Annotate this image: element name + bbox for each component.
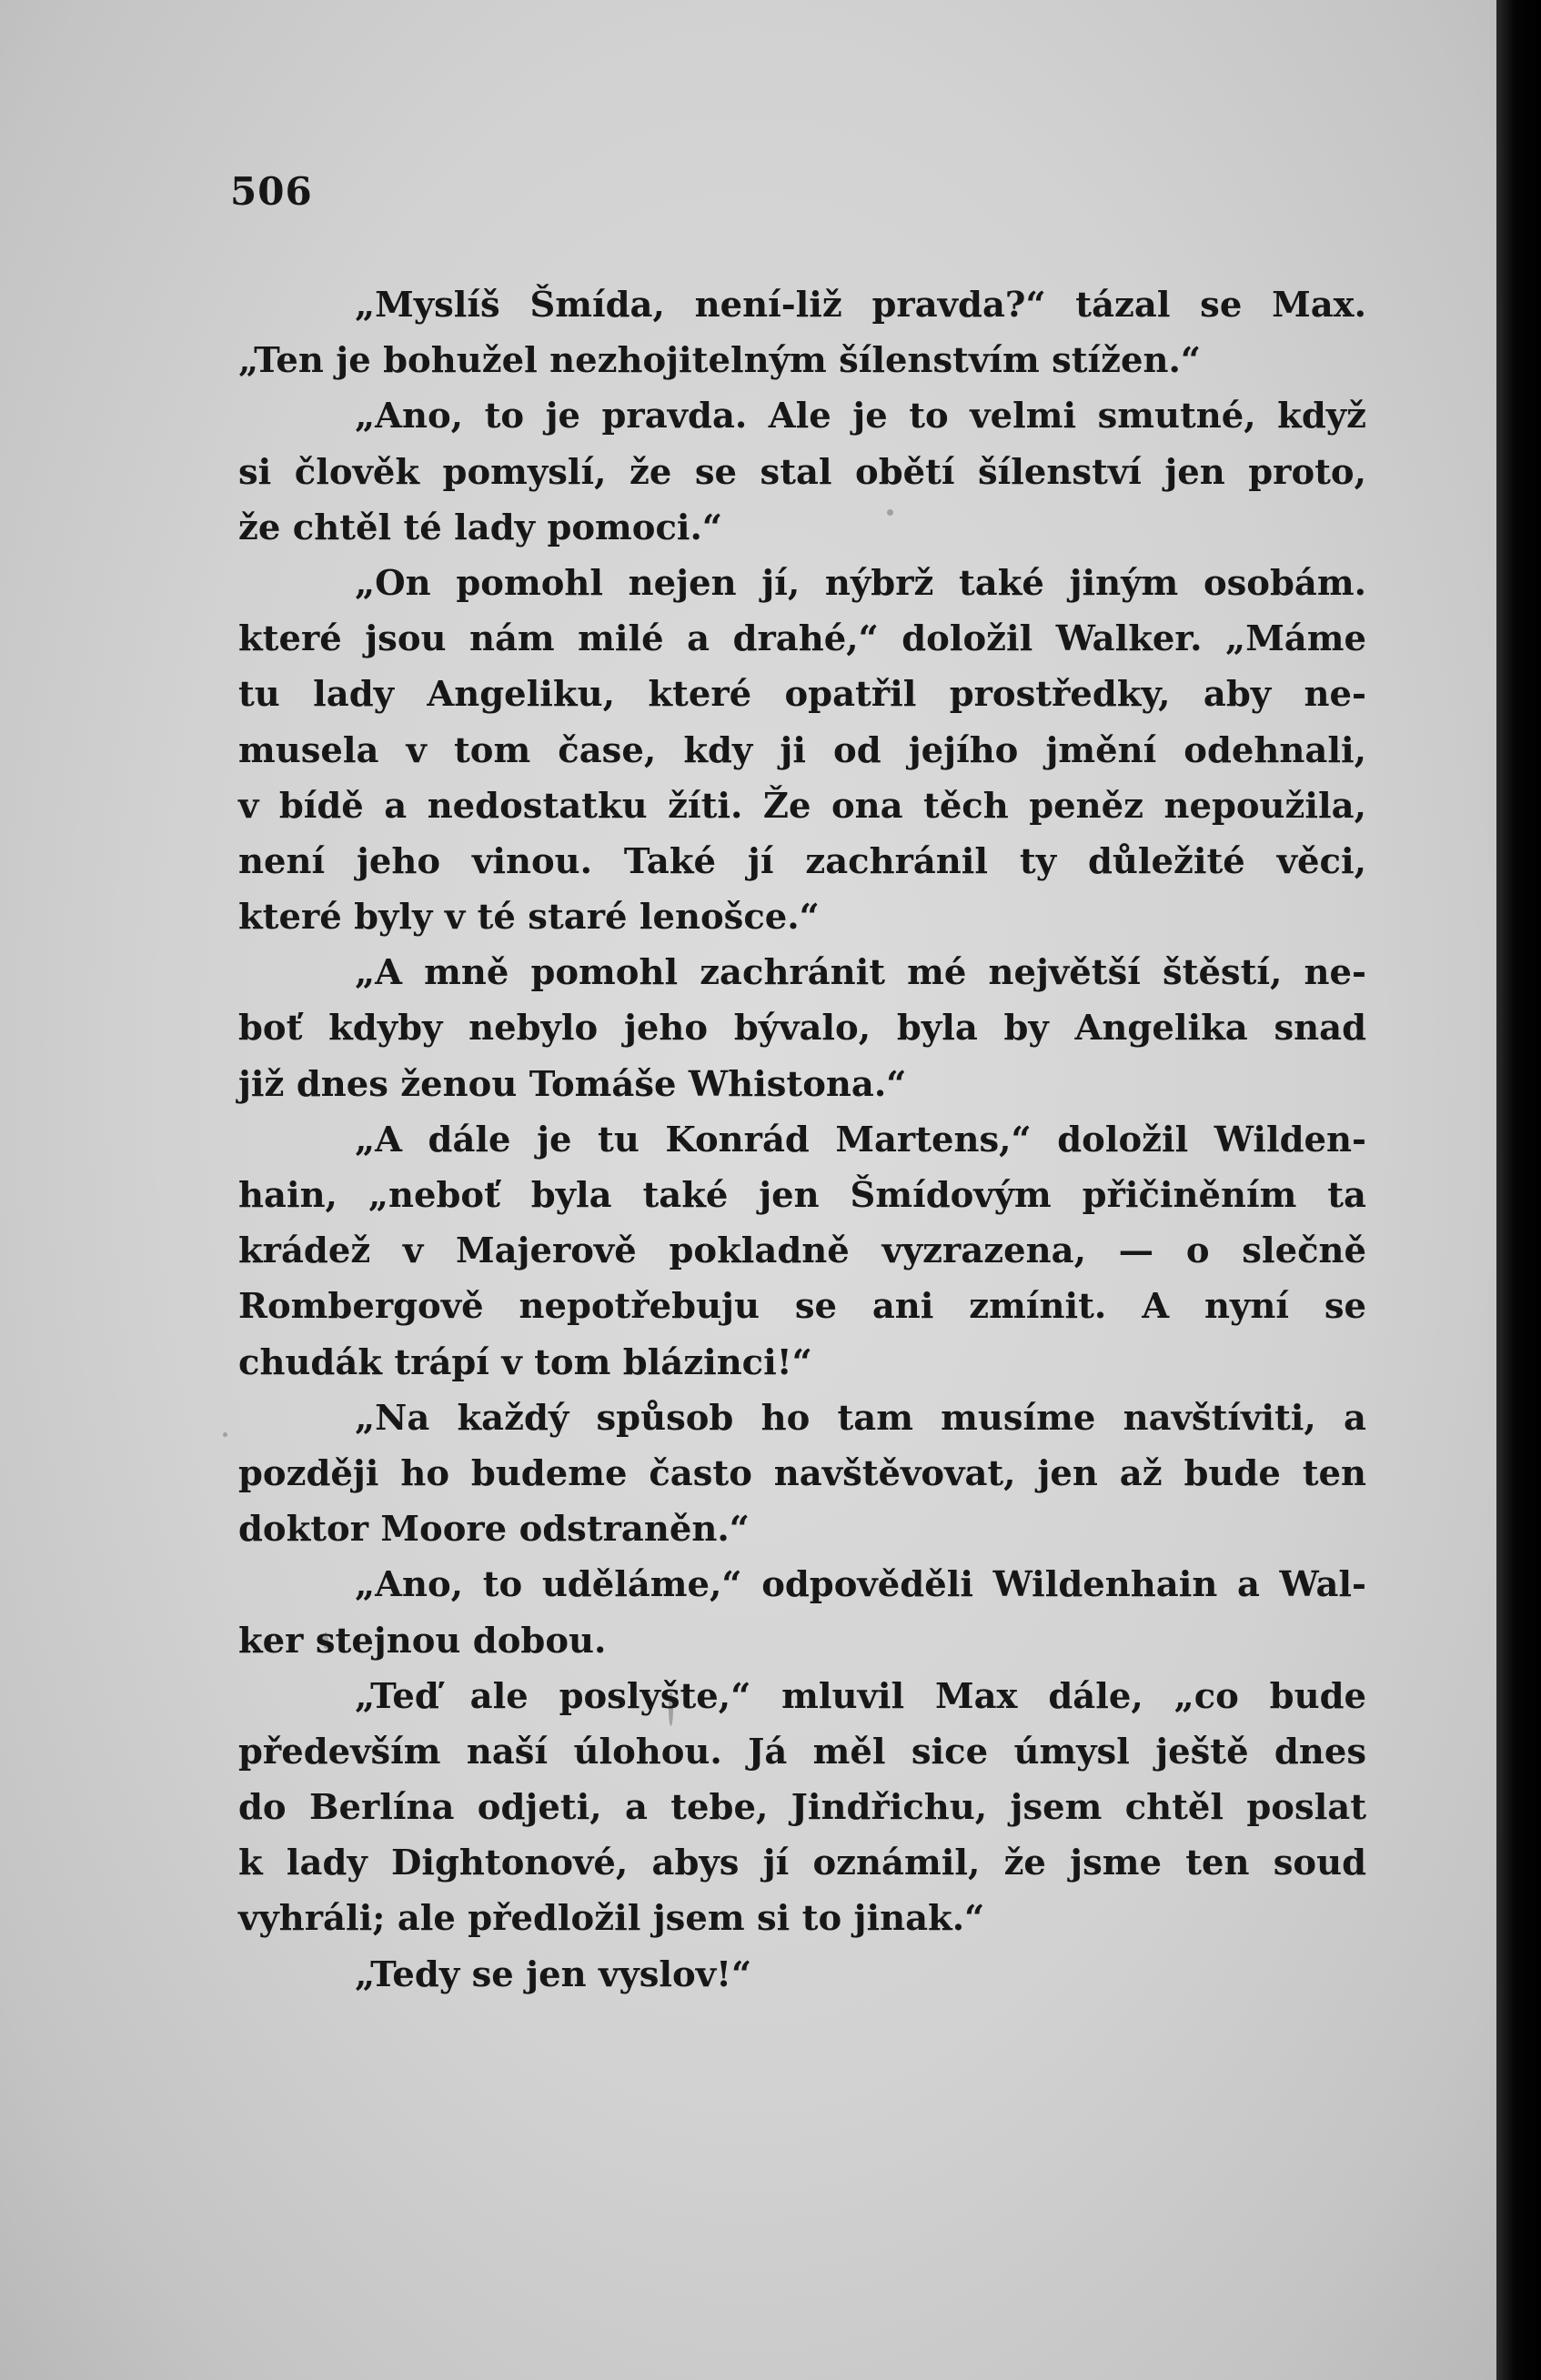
text-line: vyhráli; ale předložil jsem si to jinak.“ xyxy=(238,1898,985,1940)
ink-speck xyxy=(223,1432,227,1437)
text-line: k lady Dightonové, abys jí oznámil, že jsme ten soud xyxy=(238,1843,1366,1884)
text-line: ker stejnou dobou. xyxy=(238,1620,607,1662)
text-line: musela v tom čase, kdy ji od jejího jmění odehnali, xyxy=(238,729,1366,771)
text-line: které byly v té staré lenošce.“ xyxy=(238,897,820,939)
text-line: Rombergově nepotřebuju se ani zmínit. A nyní se xyxy=(238,1286,1366,1328)
body-text xyxy=(238,277,1366,2003)
text-line: krádež v Majerově pokladně vyzrazena, — o slečně xyxy=(238,1230,1366,1272)
text-line: „Tedy se jen vyslov!“ xyxy=(355,1953,752,1995)
text-line: již dnes ženou Tomáše Whistona.“ xyxy=(238,1063,907,1105)
text-line: především naší úlohou. Já měl sice úmysl ještě dnes xyxy=(238,1731,1366,1772)
text-line: „A mně pomohl zachránit mé největší štěstí, ne- xyxy=(355,952,1366,994)
text-line: „Na každý spůsob ho tam musíme navštíviti, a xyxy=(355,1397,1366,1439)
text-line: boť kdyby nebylo jeho bývalo, byla by Angelika snad xyxy=(238,1008,1366,1049)
text-line: že chtěl té lady pomoci.“ xyxy=(238,507,723,548)
text-line: „Teď ale poslyšte,“ mluvil Max dále, „co bude xyxy=(355,1675,1366,1717)
text-line: si člověk pomyslí, že se stal obětí šílenství jen proto, xyxy=(238,451,1366,493)
page-edge-shadow xyxy=(1496,0,1541,2380)
text-line: později ho budeme často navštěvovat, jen až bude ten xyxy=(238,1452,1366,1494)
text-line: „Ten je bohužel nezhojitelným šílenstvím stížen.“ xyxy=(238,340,1202,382)
text-line: není jeho vinou. Také jí zachránil ty důležité věci, xyxy=(238,840,1366,882)
text-line: do Berlína odjeti, a tebe, Jindřichu, jsem chtěl poslat xyxy=(238,1787,1366,1829)
page-number: 506 xyxy=(230,169,313,214)
text-line: v bídě a nedostatku žíti. Že ona těch peněz nepoužila, xyxy=(238,785,1366,827)
text-line: „Ano, to je pravda. Ale je to velmi smutné, když xyxy=(355,396,1366,437)
text-line: hain, „neboť byla také jen Šmídovým přičiněním ta xyxy=(238,1175,1366,1216)
text-line: tu lady Angeliku, které opatřil prostředky, aby ne- xyxy=(238,674,1366,716)
text-line: „On pomohl nejen jí, nýbrž také jiným osobám. xyxy=(355,562,1366,604)
text-line: „Ano, to uděláme,“ odpověděli Wildenhain a Wal- xyxy=(355,1564,1366,1606)
text-line: doktor Moore odstraněn.“ xyxy=(238,1509,750,1551)
text-line: „A dále je tu Konrád Martens,“ doložil Wilden- xyxy=(355,1119,1366,1160)
text-line: „Myslíš Šmída, není-liž pravda?“ tázal se Max. xyxy=(355,285,1366,326)
text-line: chudák trápí v tom blázinci!“ xyxy=(238,1341,812,1383)
text-line: které jsou nám milé a drahé,“ doložil Walker. „Máme xyxy=(238,618,1366,660)
